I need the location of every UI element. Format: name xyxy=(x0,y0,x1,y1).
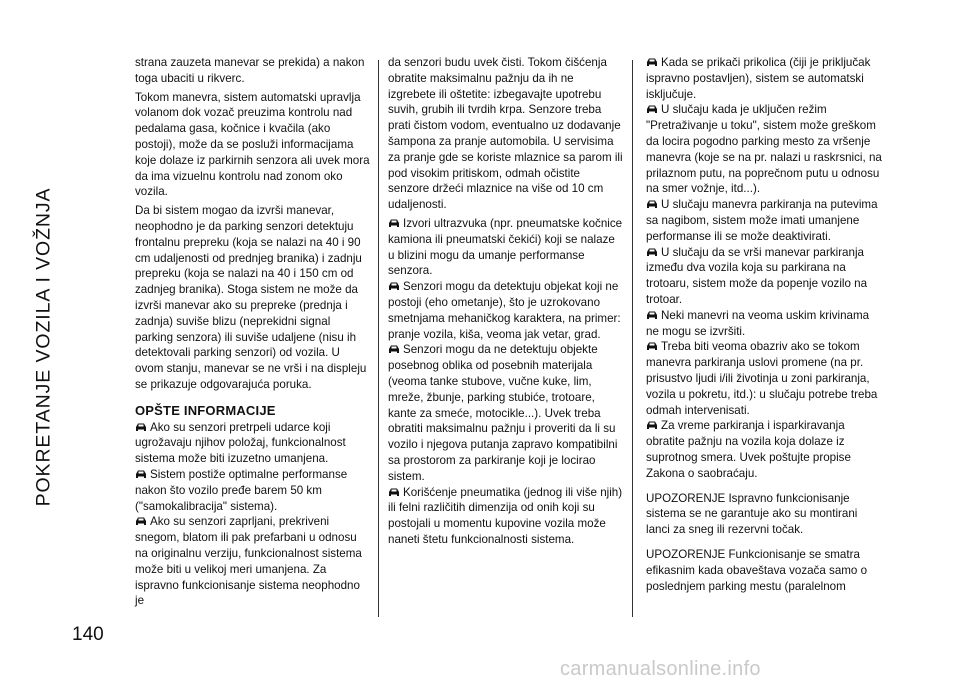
car-icon xyxy=(135,422,147,432)
list-item xyxy=(388,279,624,342)
car-icon xyxy=(135,469,147,479)
list-item-text: Ako su senzori pretrpeli udarce koji ugrožavaju njihov položaj, funkcionalnost sistema može biti izuzetno umanjena. xyxy=(135,420,346,466)
list-item-text: Senzori mogu da detektuju objekat koji ne postoji (eho ometanje), što je uzrokovano smetnjama mehaničkog karaktera, na primer: pranje vozila, kiša, veoma jak vetar, grad. xyxy=(388,280,621,341)
car-icon xyxy=(388,487,400,497)
list-item-text: Korišćenje pneumatika (jednog ili više njih) ili felni različitih dimenzija od onih koji su postojali u momentu kupovine vozila može naneti štetu funkcionalnosti sistema. xyxy=(388,485,623,546)
list-item-text: Sistem postiže optimalne performanse nakon što vozilo pređe barem 50 km ("samokalibracija" sistema). xyxy=(135,467,348,513)
car-icon xyxy=(646,104,658,114)
column-divider xyxy=(378,60,379,617)
list-item-text: U slučaju kada je uključen režim "Pretraživanje u toku", sistem može greškom da locira pogodno parking mesto za vršenje manevra (koje se na pr. nalazi u raskrsnici, na prilaznom putu, na poprečnom putu u odnosu na smer vožnje, itd...). xyxy=(646,103,882,196)
list-item xyxy=(135,514,371,609)
warning-paragraph: UPOZORENJE Ispravno funkcionisanje sistema se ne garantuje ako su montirani lanci za sneg ili rezervni točak. xyxy=(646,491,858,537)
car-icon xyxy=(646,199,658,209)
list-item-text: Neki manevri na veoma uskim krivinama ne mogu se izvršiti. xyxy=(646,308,870,338)
list-item-text: U slučaju manevra parkiranja na putevima sa nagibom, sistem može imati umanjene performanse ili se može deaktivirati. xyxy=(646,198,878,243)
car-icon xyxy=(646,341,658,351)
page-number: 140 xyxy=(72,624,104,645)
car-icon xyxy=(646,420,658,430)
chapter-title: POKRETANJE VOZILA I VOŽNJA xyxy=(32,187,55,507)
column-3 xyxy=(646,55,882,597)
section-heading: OPŠTE INFORMACIJE xyxy=(135,402,276,418)
list-item xyxy=(646,339,882,418)
list-item xyxy=(388,342,624,484)
list-item-text: Za vreme parkiranja i isparkiravanja obratite pažnju na vozila koja dolaze iz suprotnog smera. Uvek poštujte propise Zakona o saobraćaju. xyxy=(646,419,851,480)
car-icon xyxy=(388,218,400,228)
list-item-text: Treba biti veoma obazriv ako se tokom manevra parkiranja uslovi promene (na pr. prisustvo ljudi i/ili životinja u zoni parkiranja, vozila u pokretu, itd.): u slučaju potrebe treba odmah intervenisati. xyxy=(646,340,878,417)
paragraph: Tokom manevra, sistem automatski upravlja volanom dok vozač preuzima kontrolu nad pedalama gasa, kočnice i kvačila (ako postoji), može da se posluži informacijama koje dolaze iz parkirnih senzora ali uvek mora da ima vizuelnu kontrolu nad zonom oko vozila. xyxy=(135,90,370,199)
list-item xyxy=(646,197,882,244)
list-item xyxy=(135,467,371,514)
watermark: carmanualsonline.info xyxy=(560,658,761,680)
list-item xyxy=(646,55,882,102)
list-item-text: Ako su senzori zaprljani, prekriveni snegom, blatom ili pak prefarbani u odnosu na originalnu verziju, funkcionalnost sistema može biti u velikoj meri umanjena. Za ispravno funkcionisanje sistema neophodno je xyxy=(135,515,362,608)
car-icon xyxy=(135,516,147,526)
column-divider xyxy=(632,60,633,617)
paragraph: da senzori budu uvek čisti. Tokom čišćenja obratite maksimalnu pažnju da ih ne izgrebete ili oštetite: izbegavajte upotrebu suvih, grubih ili tvrdih krpa. Senzore treba prati čistom vodom, eventualno uz dodavanje šampona za pranje automobila. U servisima za pranje gde se koriste mlaznice sa parom ili pod visokim pritiskom, odmah očistite senzore držeći mlaznice na više od 10 cm udaljenosti. xyxy=(388,56,623,212)
list-item xyxy=(646,418,882,481)
list-item xyxy=(646,245,882,308)
car-icon xyxy=(646,57,658,67)
car-icon xyxy=(646,310,658,320)
paragraph: Da bi sistem mogao da izvrši manevar, neophodno je da parking senzori detektuju frontalnu prepreku (koja se nalazi na 40 i 90 cm udaljenosti od prednjeg branika) i zadnju prepreku (koja se nalazi na 40 i 150 cm od zadnjeg branika). Stoga sistem ne može da izvrši manevar ako su prepreke (prednja i zadnja) suviše blizu (neprekidni signal parking senzora) ili suviše udaljene (nisu ih detektovali parking senzori) od vozila. U ovom stanju, manevar se ne vrši i na displeju se prikazuje odgovarajuća poruka. xyxy=(135,204,367,391)
list-item-text: Kada se prikači prikolica (čiji je priključak ispravno postavljen), sistem se automatski isključuje. xyxy=(646,56,871,101)
column-2 xyxy=(388,55,624,548)
list-item xyxy=(135,420,371,467)
list-item-text: Senzori mogu da ne detektuju objekte posebnog oblika od posebnih materijala (veoma tanke stubove, vučne kuke, lim, mreže, žbunje, parking stubiće, trotoare, kante za smeće, motocikle...). Uvek treba obratiti maksimalnu pažnju i proveriti da li su vozilo i njegova putanja zapravo kompatibilni sa prostorom za parkiranje koji je locirao sistem. xyxy=(388,343,618,483)
paragraph: strana zauzeta manevar se prekida) a nakon toga ubaciti u rikverc. xyxy=(135,56,365,85)
list-item xyxy=(646,308,882,340)
car-icon xyxy=(388,281,400,291)
list-item xyxy=(646,102,882,197)
list-item-text: U slučaju da se vrši manevar parkiranja između dva vozila koja su parkirana na trotoaru, sistem može da popenje vozilo na trotoar. xyxy=(646,245,868,306)
car-icon xyxy=(646,247,658,257)
car-icon xyxy=(388,344,400,354)
list-item xyxy=(388,485,624,548)
list-item xyxy=(388,216,624,279)
column-1 xyxy=(135,55,371,609)
list-item-text: Izvori ultrazvuka (npr. pneumatske kočnice kamiona ili pneumatski čekići) koji se nalaze u blizini mogu da umanje performanse senzora. xyxy=(388,216,623,278)
warning-paragraph: UPOZORENJE Funkcionisanje se smatra efikasnim kada obaveštava vozača samo o poslednjem parking mestu (paralelnom xyxy=(646,547,868,593)
